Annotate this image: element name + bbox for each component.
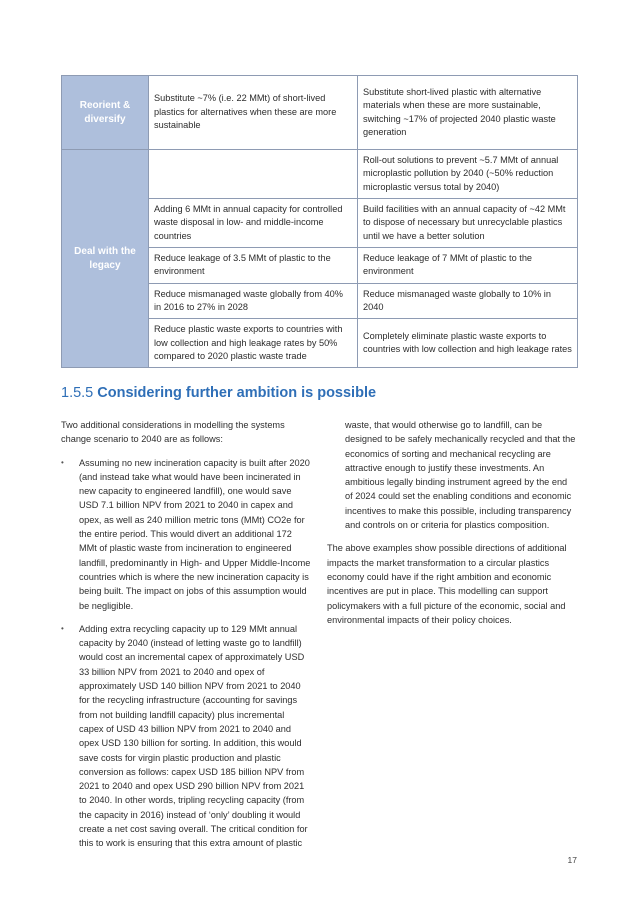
table-cell: Completely eliminate plastic waste exports to countries with low collection and high leakage rates xyxy=(358,319,578,368)
table-cell xyxy=(149,150,358,199)
intro-paragraph: Two additional considerations in modelling the systems change scenario to 2040 are as follows: xyxy=(61,420,285,445)
bullet-icon: • xyxy=(61,623,64,633)
section-heading xyxy=(61,385,376,401)
policy-table xyxy=(61,75,578,368)
bullet-text: Adding extra recycling capacity up to 129 MMt annual capacity by 2040 (instead of letting waste go to landfill) would cost an incremental capex of approximately USD 33 billion NPV from 2021 to 2040 and opex of approximately USD 140 billion NPV from 2021 to 2040 for the recycling infrastructure (accounting for savings from not building landfill capacity) plus incremental capex of USD 43 billion NPV from 2021 to 2040 and opex USD 130 billion for sorting. In addition, this would save costs for virgin plastic production and plastic conversion as follows: capex USD 185 billion NPV from 2021 to 2040 and opex USD 290 billion NPV from 2021 to 2040. In other words, tripling recycling capacity (from the capacity in 2016) instead of ‘only’ doubling it would create a net cost saving overall. The critical condition for this to work is ensuring that this extra amount of plastic xyxy=(79,623,308,849)
table-cell: Substitute ~7% (i.e. 22 MMt) of short-lived plastics for alternatives when these are more sustainable xyxy=(149,76,358,150)
section-number: 1.5.5 xyxy=(61,385,94,401)
table-cell: Reduce mismanaged waste globally from 40% in 2016 to 27% in 2028 xyxy=(149,283,358,319)
table-cell: Build facilities with an annual capacity of ~42 MMt to dispose of necessary but unrecyclable plastics until we have a better solution xyxy=(358,199,578,248)
list-item xyxy=(61,622,311,851)
page-number: 17 xyxy=(567,855,577,865)
table-cell: Reduce leakage of 3.5 MMt of plastic to the environment xyxy=(149,248,358,284)
category-cell: Deal with the legacy xyxy=(62,150,149,368)
table-cell: Roll-out solutions to prevent ~5.7 MMt of annual microplastic pollution by 2040 (~50% reduction microplastic versus total by 2040) xyxy=(358,150,578,199)
table-cell: Reduce plastic waste exports to countries with low collection and high leakage rates by 50% compared to 2020 plastic waste trade xyxy=(149,319,358,368)
bullet-continuation: waste, that would otherwise go to landfill, can be designed to be safely mechanically recycled and that the economics of sorting and mechanical recycling are attractive enough to justify these investments. An ambitious legally binding instrument agreed by the end of 2024 could set the enabling conditions and economic incentives to make this possible, including transparency and controls on or criteria for plastics composition. xyxy=(345,420,576,531)
bullet-icon: • xyxy=(61,457,64,467)
category-cell: Reorient & diversify xyxy=(62,76,149,150)
conclusion-paragraph: The above examples show possible directions of additional impacts the market transformation to a circular plastics economy could have if the right ambition and economic incentives are put in place. This modelling can support policymakers with a full picture of the economic, social and environmental impacts of their policy choices. xyxy=(327,543,567,625)
bullet-list xyxy=(61,456,311,851)
list-item xyxy=(61,456,311,613)
bullet-text: Assuming no new incineration capacity is built after 2020 (and instead take what would have been incinerated in new capacity to engineered landfill), one would save USD 7.1 billion NPV from 2021 to 2040 in capex and opex, as well as 240 million metric tons (MMt) CO2e for the entire period. This would divert an additional 172 MMt of plastic waste from incineration to engineered landfill, predominantly in High- and Upper Middle-Income countries which is where the new incineration capacity is being built. The impact on jobs of this assumption would be negligible. xyxy=(79,457,311,611)
table-cell: Substitute short-lived plastic with alternative materials when these are more sustainable, switching ~17% of projected 2040 plastic waste generation xyxy=(358,76,578,150)
left-column xyxy=(61,418,311,860)
table-row xyxy=(62,150,578,199)
table-cell: Reduce leakage of 7 MMt of plastic to the environment xyxy=(358,248,578,284)
right-column xyxy=(327,418,577,636)
table-cell: Reduce mismanaged waste globally to 10% in 2040 xyxy=(358,283,578,319)
section-title: Considering further ambition is possible xyxy=(97,385,377,401)
table-row xyxy=(62,76,578,150)
table-cell: Adding 6 MMt in annual capacity for controlled waste disposal in low- and middle-income countries xyxy=(149,199,358,248)
